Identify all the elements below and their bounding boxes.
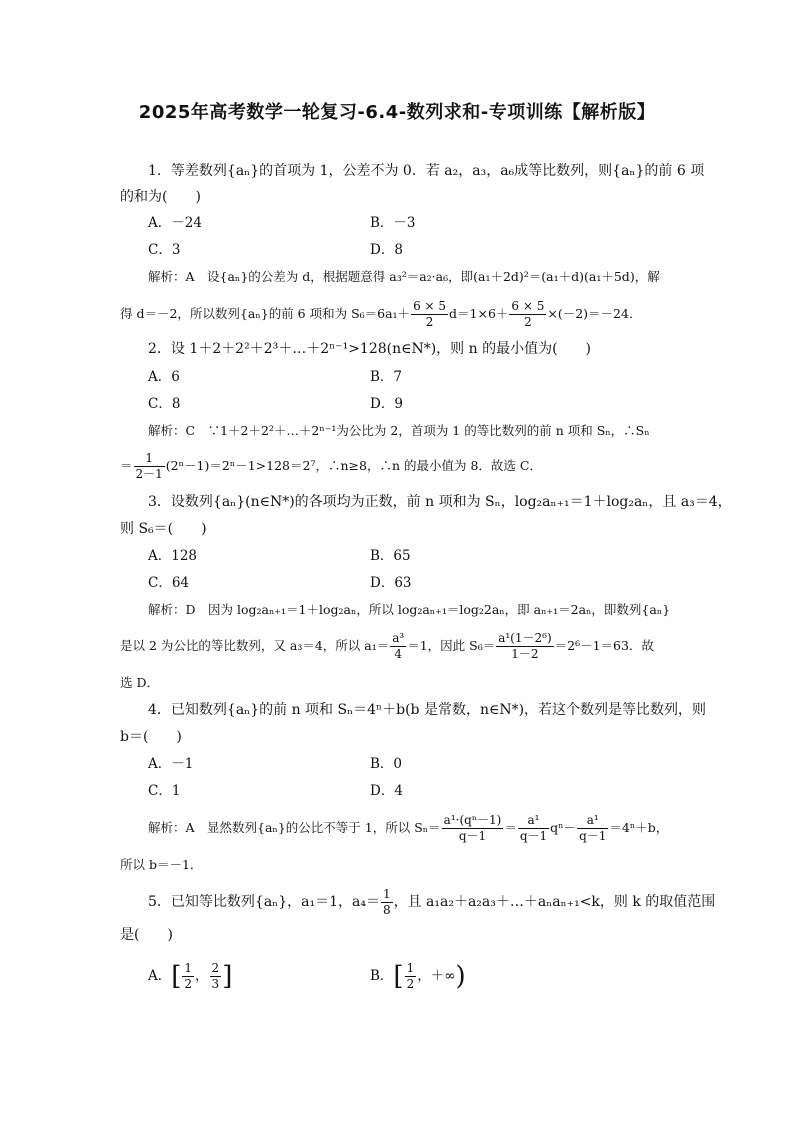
q4-solution-line1: [148, 810, 668, 846]
q2-solution-line2: [120, 448, 542, 484]
q1-option-c: C．3: [148, 242, 181, 258]
q5-option-b-frac: [405, 961, 417, 992]
q1-fraction-2: [509, 299, 546, 330]
q4-option-c: C．1: [148, 783, 181, 799]
q2-fraction-den: 2－1: [135, 467, 163, 481]
q4-option-b: B．0: [370, 756, 403, 772]
q3-fraction-1-num: a³: [392, 631, 405, 645]
q5-option-b-sep: ，＋∞: [417, 968, 456, 984]
q1-solution-text-a: 得 d＝－2，所以数列{aₙ}的前 6 项和为 S₆＝6a₁＋: [120, 306, 411, 321]
q5-option-a-frac-2-den: 3: [211, 977, 220, 991]
q1-stem-line2: 的和为( ): [120, 189, 201, 205]
q3-stem-line2: 则 S₆＝( ): [120, 521, 207, 537]
q5-option-a-frac-1-num: 1: [184, 961, 193, 975]
q3-solution-text-c: ＝2⁶－1＝63．故: [554, 638, 654, 653]
q3-solution-line1: 解析：D 因为 log₂aₙ₊₁＝1＋log₂aₙ，所以 log₂aₙ₊₁＝log₂2aₙ，即 aₙ₊₁＝2aₙ，即数列{aₙ}: [148, 602, 671, 617]
q4-fraction-3-den: q－1: [579, 829, 607, 843]
q5-option-b: [370, 958, 466, 994]
q5-option-b-left-bracket: [: [393, 961, 404, 992]
q3-solution-line2: [120, 628, 654, 664]
q2-fraction-num: 1: [145, 451, 153, 465]
q2-option-c: C．8: [148, 396, 181, 412]
q3-option-d: D．63: [370, 575, 412, 591]
q1-stem-line1: 1．等差数列{aₙ}的首项为 1，公差不为 0．若 a₂，a₃，a₆成等比数列，则{aₙ}的前 6 项: [148, 163, 705, 179]
q1-fraction-1-den: 2: [411, 314, 448, 330]
q5-option-b-right-bracket: ): [455, 961, 466, 992]
q3-option-c: C．64: [148, 575, 190, 591]
q5-stem-line1: [148, 884, 715, 920]
q5-option-a-label: A．: [148, 968, 172, 984]
q1-option-b: B．－3: [370, 215, 416, 231]
q1-fraction-2-den: 2: [509, 314, 546, 330]
q3-solution-text-a: 是以 2 为公比的等比数列，又 a₃＝4，所以 a₁＝: [120, 638, 390, 653]
q4-stem-line2: b＝( ): [120, 729, 182, 745]
q5-fraction: [381, 887, 393, 918]
q1-fraction-1-num: 6 × 5: [413, 299, 447, 313]
q3-stem-line1: 3．设数列{aₙ}(n∈N*)的各项均为正数，前 n 项和为 Sₙ，log₂aₙ₊₁＝1＋log₂aₙ，且 a₃＝4，: [148, 494, 732, 510]
q5-option-a-frac-1-den: 2: [184, 977, 193, 991]
q5-stem-text-a: 5．已知等比数列{aₙ}，a₁＝1，a₄＝: [148, 894, 380, 910]
q5-option-b-frac-num: 1: [406, 961, 415, 975]
q1-option-d: D．8: [370, 242, 403, 258]
q3-solution-line3: 选 D．: [120, 675, 159, 690]
q3-solution-text-b: ＝1，因此 S₆＝: [407, 638, 496, 653]
q1-fraction-2-num: 6 × 5: [511, 299, 545, 313]
q4-fraction-1-num: a¹·(qⁿ－1): [443, 813, 502, 827]
q4-solution-mid: qⁿ－: [550, 820, 577, 835]
q5-fraction-den: 8: [382, 902, 391, 917]
q5-option-a-right-bracket: ]: [222, 961, 233, 992]
q2-stem-line1: 2．设 1＋2＋2²＋2³＋…＋2ⁿ⁻¹>128(n∈N*)，则 n 的最小值为( ): [148, 341, 592, 357]
q2-fraction: [134, 451, 165, 482]
q4-stem-line1: 4．已知数列{aₙ}的前 n 项和 Sₙ＝4ⁿ＋b(b 是常数，n∈N*)，若这个数列是等比数列，则: [148, 702, 707, 718]
q4-solution-text-a: 解析：A 显然数列{aₙ}的公比不等于 1，所以 Sₙ＝: [148, 820, 441, 835]
q2-solution-text-b: (2ⁿ－1)＝2ⁿ－1>128＝2⁷，∴n≥8，∴n 的最小值为 8．故选 C．: [165, 458, 542, 473]
q2-option-b: B．7: [370, 369, 403, 385]
q2-solution-text-a: ＝: [120, 458, 133, 473]
q1-solution-text-c: ×(－2)＝－24．: [547, 306, 642, 321]
q1-solution-line1: 解析：A 设{aₙ}的公差为 d，根据题意得 a₃²＝a₂·a₆，即(a₁＋2d)²＝(a₁＋d)(a₁＋5d)，解: [148, 269, 660, 284]
q3-option-b: B．65: [370, 548, 411, 564]
q2-option-a: A．6: [148, 369, 180, 385]
q2-option-d: D．9: [370, 396, 403, 412]
q4-fraction-1: [442, 813, 504, 844]
q4-option-d: D．4: [370, 783, 403, 799]
q5-stem-text-b: ，且 a₁a₂＋a₂a₃＋…＋aₙaₙ₊₁<k，则 k 的取值范围: [393, 894, 716, 910]
q4-fraction-2-num: a¹: [527, 813, 540, 827]
q4-solution-eq: ＝: [504, 820, 517, 835]
q3-fraction-2-num: a¹(1－2⁶): [498, 631, 552, 645]
q4-option-a: A．－1: [148, 756, 194, 772]
q2-solution-line1: 解析：C ∵1＋2＋2²＋…＋2ⁿ⁻¹为公比为 2，首项为 1 的等比数列的前 n 项和 Sₙ，∴Sₙ: [148, 423, 650, 438]
q4-fraction-3-num: a¹: [586, 813, 599, 827]
q1-fraction-1: [411, 299, 448, 330]
q5-option-a-left-bracket: [: [171, 961, 182, 992]
q4-fraction-2-den: q－1: [519, 829, 548, 843]
q5-option-b-label: B．: [370, 968, 394, 984]
q3-fraction-2-den: 1－2: [496, 646, 553, 662]
q4-solution-text-b: ＝4ⁿ＋b，: [609, 820, 669, 835]
q1-option-a: A．－24: [148, 215, 202, 231]
q4-fraction-3: [577, 813, 608, 844]
q4-fraction-2: [518, 813, 549, 844]
q5-option-a: [148, 958, 232, 994]
q5-fraction-num: 1: [382, 886, 391, 901]
q3-fraction-1-den: 4: [390, 646, 406, 662]
q3-option-a: A．128: [148, 548, 198, 564]
q5-option-a-frac-2: [210, 961, 222, 992]
q4-fraction-1-den: q－1: [442, 828, 504, 844]
page-title: 2025年高考数学一轮复习-6.4-数列求和-专项训练【解析版】: [138, 102, 656, 123]
q4-solution-line2: 所以 b＝－1．: [120, 857, 203, 872]
q3-fraction-2: [496, 631, 553, 662]
q1-solution-line2: [120, 296, 641, 332]
q1-solution-text-b: d＝1×6＋: [449, 306, 509, 321]
q5-stem-line2: 是( ): [120, 927, 173, 943]
q5-option-a-frac-2-num: 2: [211, 961, 220, 975]
q5-option-a-sep: ，: [195, 968, 209, 984]
q5-option-b-frac-den: 2: [406, 977, 415, 991]
q3-fraction-1: [390, 631, 406, 662]
q5-option-a-frac-1: [182, 961, 194, 992]
